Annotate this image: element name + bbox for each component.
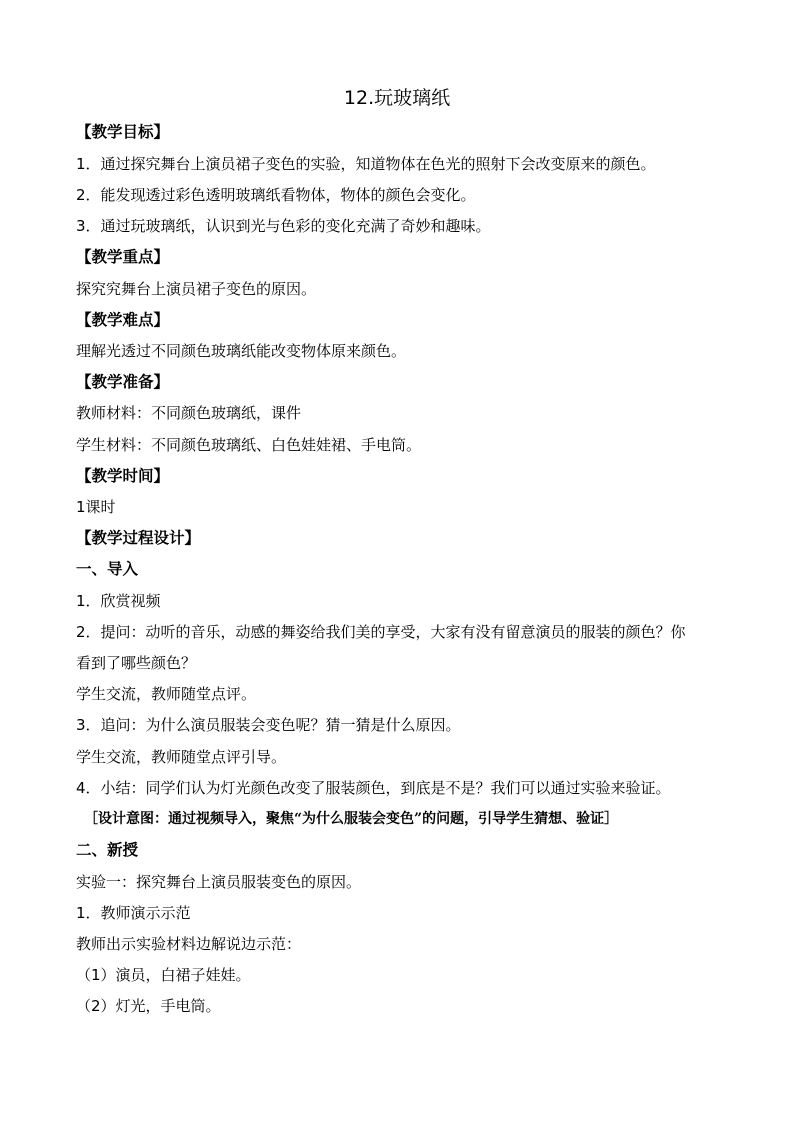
intro-step-1: 1．欣赏视频 — [76, 592, 161, 610]
intro-exchange-1: 学生交流，教师随堂点评。 — [76, 685, 257, 703]
intro-step-2-continued: 看到了哪些颜色？ — [76, 654, 197, 672]
section-heading-key-points: 【教学重点】 — [76, 248, 170, 266]
intro-step-3: 3．追问：为什么演员服装会变色呢？猜一猜是什么原因。 — [76, 716, 461, 734]
objective-item-2: 2．能发现透过彩色透明玻璃纸看物体，物体的颜色会变化。 — [76, 186, 476, 204]
teacher-materials-text: 教师材料：不同颜色玻璃纸，课件 — [76, 404, 302, 422]
intro-step-2: 2．提问：动听的音乐，动感的舞姿给我们美的享受，大家有没有留意演员的服装的颜色？你 — [76, 623, 686, 641]
experiment-material-2: （2）灯光，手电筒。 — [76, 997, 221, 1015]
subsection-heading-intro: 一、导入 — [76, 560, 139, 578]
objective-item-1: 1．通过探究舞台上演员裙子变色的实验，知道物体在色光的照射下会改变原来的颜色。 — [76, 155, 656, 173]
experiment-step-1: 1．教师演示示范 — [76, 904, 191, 922]
objective-item-3: 3．通过玩玻璃纸，认识到光与色彩的变化充满了奇妙和趣味。 — [76, 217, 491, 235]
student-materials-text: 学生材料：不同颜色玻璃纸、白色娃娃裙、手电筒。 — [76, 436, 422, 454]
section-heading-time: 【教学时间】 — [76, 467, 170, 485]
time-text: 1课时 — [76, 498, 116, 516]
key-points-text: 探究究舞台上演员裙子变色的原因。 — [76, 280, 317, 298]
subsection-heading-new-lesson: 二、新授 — [76, 841, 139, 859]
section-heading-objectives: 【教学目标】 — [76, 123, 170, 141]
document-title: 12.玩玻璃纸 — [343, 87, 451, 109]
section-heading-process: 【教学过程设计】 — [76, 529, 201, 547]
section-heading-preparation: 【教学准备】 — [76, 373, 170, 391]
experiment-material-1: （1）演员，白裙子娃娃。 — [76, 966, 251, 984]
intro-step-4: 4．小结：同学们认为灯光颜色改变了服装颜色，到底是不是？我们可以通过实验来验证。 — [76, 779, 671, 797]
difficulties-text: 理解光透过不同颜色玻璃纸能改变物体原来颜色。 — [76, 342, 407, 360]
design-intent-note: ［设计意图：通过视频导入，聚焦“为什么服装会变色”的问题，引导学生猜想、验证］ — [84, 811, 619, 827]
intro-exchange-2: 学生交流，教师随堂点评引导。 — [76, 748, 287, 766]
section-heading-difficulties: 【教学难点】 — [76, 311, 170, 329]
experiment-demo-text: 教师出示实验材料边解说边示范： — [76, 935, 302, 953]
experiment-1-title: 实验一：探究舞台上演员服装变色的原因。 — [76, 873, 362, 891]
